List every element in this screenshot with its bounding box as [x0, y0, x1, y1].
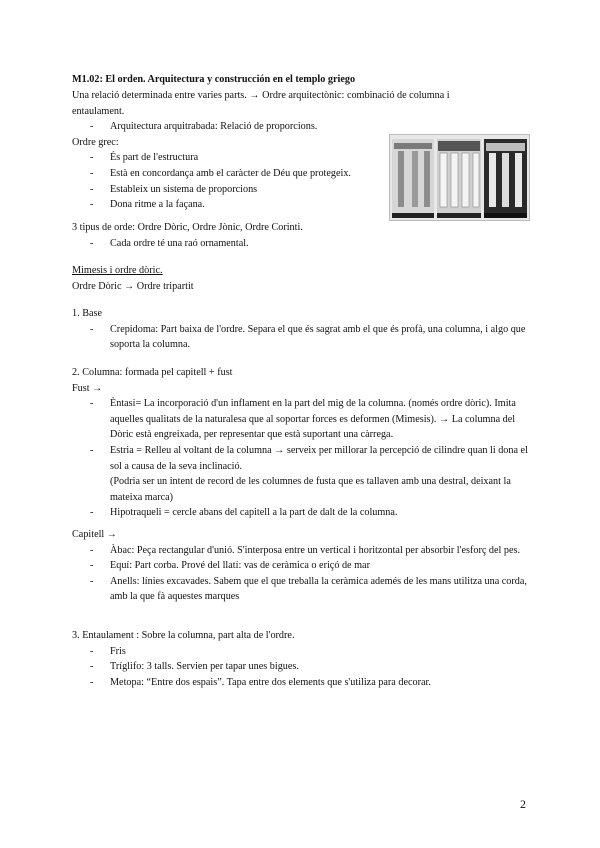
- columns-illustration-icon: [390, 135, 529, 220]
- list-item: - Hipotraqueli = cercle abans del capitell a la part de dalt de la columna.: [72, 505, 532, 521]
- intro-line: entaulament.: [72, 105, 125, 117]
- columna-block: [72, 365, 532, 521]
- columna-heading: 2. Columna: formada pel capitell + fust: [72, 367, 233, 378]
- entaulament-block: [72, 628, 532, 690]
- base-block: [72, 306, 532, 353]
- list-item: - Estableix un sistema de proporcions: [72, 182, 532, 198]
- list-item: - Cada ordre té una raó ornamental.: [72, 236, 532, 252]
- mimesis-line: Ordre Dòric → Ordre tripartit: [72, 280, 194, 292]
- ordre-grec-label: Ordre grec:: [72, 136, 119, 148]
- mimesis-block: [72, 263, 532, 294]
- capitell-block: [72, 527, 532, 605]
- page-title: M1.02: El orden. Arquitectura y construcción en el templo griego: [72, 74, 356, 85]
- intro-line: Una relació determinada entre varies parts. → Ordre arquitectònic: combinació de columna i: [72, 90, 450, 101]
- fust-label: Fust →: [72, 382, 103, 394]
- list-item: - Dona ritme a la façana.: [72, 197, 532, 213]
- base-heading: 1. Base: [72, 308, 102, 319]
- list-item: - Tríglifo: 3 talls. Servien per tapar unes bigues.: [72, 659, 532, 675]
- list-item: - Estria = Relleu al voltant de la columna → serveix per millorar la percepció de cilindre quan li dona el sol a causa de la seva inclinació.: [72, 443, 532, 474]
- list-item: - És part de l'estructura: [72, 150, 532, 166]
- tipus-block: [72, 220, 532, 251]
- list-item: - Arquitectura arquitrabada: Relació de proporcions.: [72, 119, 532, 135]
- list-item: - Àbac: Peça rectangular d'unió. S'interposa entre un vertical i horitzontal per absorbir l'esforç del pes.: [72, 543, 532, 559]
- column-note: (Podria ser un intent de record de les columnes de fusta que es tallaven amb una destral, deixant la mateixa marca): [110, 476, 511, 503]
- list-item: - Fris: [72, 644, 532, 660]
- greek-columns-photo: [389, 134, 530, 221]
- tipus-line: 3 tipus de orde: Ordre Dòric, Ordre Jònic, Ordre Corinti.: [72, 222, 303, 233]
- list-item: - Està en concordança amb el caràcter de Déu que protegeix.: [72, 166, 532, 182]
- mimesis-heading: Mimesis i ordre dòric.: [72, 265, 163, 276]
- list-item: - Èntasi= La incorporació d'un inflament en la part del mig de la columna. (només ordre dòric). Imita aquelles qualitats de la naturalesa que al soportar forces es deformen (Mimesis). → La columna del Dòric està engreixada, per representar que està suportant una càrrega.: [72, 396, 532, 443]
- list-item: - Metopa: “Entre dos espais”. Tapa entre dos elements que s'utiliza para decorar.: [72, 675, 532, 691]
- entaulament-heading: 3. Entaulament : Sobre la columna, part alta de l'ordre.: [72, 630, 295, 641]
- list-item: - Crepidoma: Part baixa de l'ordre. Separa el que és sagrat amb el que és profà, una columna, i algo que soporta la columna.: [72, 322, 532, 353]
- capitell-heading: Capitell →: [72, 529, 117, 540]
- list-item: - Equí: Part corba. Prové del llatí: vas de ceràmica o eriçó de mar: [72, 558, 532, 574]
- page-number: 2: [520, 797, 526, 811]
- list-item: - Anells: línies excavades. Sabem que el que treballa la ceràmica ademés de les mans utilitza una corda, amb la que fà aquestes marques: [72, 574, 532, 605]
